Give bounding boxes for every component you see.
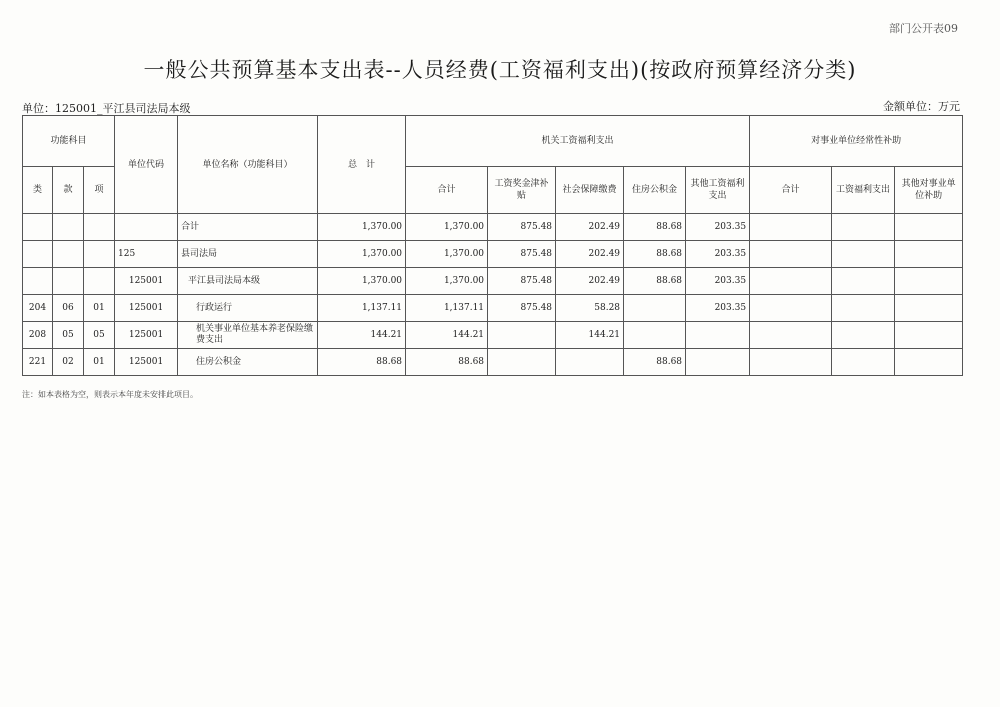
- table-row: [23, 349, 963, 376]
- page-title: 一般公共预算基本支出表--人员经费(工资福利支出)(按政府预算经济分类): [143, 58, 857, 82]
- xiang-cell: 05: [84, 322, 115, 349]
- xiang-cell: [84, 241, 115, 268]
- pub-wage-cell: [832, 349, 895, 376]
- gov-housing-fund-cell: 88.68: [624, 241, 686, 268]
- gov-social-security-cell: 144.21: [556, 322, 624, 349]
- unit-label: 单位：125001_平江县司法局本级: [22, 102, 191, 115]
- gov-wage-header: 工资奖金津补贴: [488, 167, 556, 214]
- lei-cell: [23, 268, 53, 295]
- gov-housing-fund-header: 住房公积金: [624, 167, 686, 214]
- gov-social-security-cell: [556, 349, 624, 376]
- gov-wage-cell: [488, 349, 556, 376]
- gov-wage-cell: [488, 322, 556, 349]
- gov-social-security-cell: 202.49: [556, 214, 624, 241]
- gov-other-cell: 203.35: [686, 268, 750, 295]
- total-header: 总 计: [318, 116, 406, 214]
- unit-code-header: 单位代码: [115, 116, 178, 214]
- pub-wage-header: 工资福利支出: [832, 167, 895, 214]
- pub-total-cell: [750, 214, 832, 241]
- pub-wage-cell: [832, 214, 895, 241]
- gov-total-cell: 144.21: [406, 322, 488, 349]
- unit-code-cell: 125001: [115, 322, 178, 349]
- table-row: [23, 322, 963, 349]
- lei-cell: [23, 214, 53, 241]
- gov-social-security-cell: 202.49: [556, 268, 624, 295]
- unit-name-cell: 县司法局: [178, 241, 318, 268]
- gov-total-header: 合计: [406, 167, 488, 214]
- pub-total-cell: [750, 295, 832, 322]
- table-row: [23, 241, 963, 268]
- gov-total-cell: 88.68: [406, 349, 488, 376]
- xiang-header: 项: [84, 167, 115, 214]
- gov-wage-cell: 875.48: [488, 241, 556, 268]
- table-row: [23, 214, 963, 241]
- kuan-header: 款: [53, 167, 84, 214]
- gov-housing-fund-cell: [624, 295, 686, 322]
- gov-other-cell: [686, 322, 750, 349]
- unit-name-cell: 机关事业单位基本养老保险缴费支出: [178, 322, 318, 349]
- unit-code-cell: 125001: [115, 349, 178, 376]
- table-row: [23, 295, 963, 322]
- func-subject-header: 功能科目: [23, 116, 115, 167]
- gov-social-security-cell: 202.49: [556, 241, 624, 268]
- total-cell: 1,370.00: [318, 214, 406, 241]
- kuan-cell: 05: [53, 322, 84, 349]
- kuan-cell: 02: [53, 349, 84, 376]
- unit-name-cell: 平江县司法局本级: [178, 268, 318, 295]
- public-subsidy-group-header: 对事业单位经常性补助: [750, 116, 963, 167]
- kuan-cell: [53, 268, 84, 295]
- pub-other-cell: [895, 349, 963, 376]
- xiang-cell: [84, 214, 115, 241]
- pub-wage-cell: [832, 241, 895, 268]
- gov-other-header: 其他工资福利支出: [686, 167, 750, 214]
- unit-code-cell: [115, 214, 178, 241]
- gov-housing-fund-cell: 88.68: [624, 214, 686, 241]
- xiang-cell: [84, 268, 115, 295]
- pub-other-cell: [895, 214, 963, 241]
- total-cell: 144.21: [318, 322, 406, 349]
- pub-total-cell: [750, 349, 832, 376]
- table-row: [23, 268, 963, 295]
- unit-code-cell: 125001: [115, 295, 178, 322]
- pub-total-cell: [750, 241, 832, 268]
- pub-wage-cell: [832, 295, 895, 322]
- amount-unit-label: 金额单位：万元: [883, 100, 960, 113]
- budget-table: [22, 115, 963, 376]
- pub-other-cell: [895, 295, 963, 322]
- kuan-cell: 06: [53, 295, 84, 322]
- gov-other-cell: 203.35: [686, 241, 750, 268]
- gov-other-cell: 203.35: [686, 295, 750, 322]
- pub-other-header: 其他对事业单位补助: [895, 167, 963, 214]
- pub-total-cell: [750, 322, 832, 349]
- kuan-cell: [53, 241, 84, 268]
- pub-other-cell: [895, 268, 963, 295]
- gov-other-cell: [686, 349, 750, 376]
- gov-housing-fund-cell: [624, 322, 686, 349]
- total-cell: 1,137.11: [318, 295, 406, 322]
- gov-wage-cell: 875.48: [488, 268, 556, 295]
- gov-housing-fund-cell: 88.68: [624, 268, 686, 295]
- gov-total-cell: 1,370.00: [406, 214, 488, 241]
- pub-other-cell: [895, 241, 963, 268]
- kuan-cell: [53, 214, 84, 241]
- lei-cell: 208: [23, 322, 53, 349]
- gov-total-cell: 1,370.00: [406, 268, 488, 295]
- pub-total-cell: [750, 268, 832, 295]
- gov-wage-group-header: 机关工资福利支出: [406, 116, 750, 167]
- unit-name-cell: 合计: [178, 214, 318, 241]
- gov-social-security-cell: 58.28: [556, 295, 624, 322]
- unit-code-cell: 125: [115, 241, 178, 268]
- lei-cell: [23, 241, 53, 268]
- pub-wage-cell: [832, 322, 895, 349]
- gov-total-cell: 1,137.11: [406, 295, 488, 322]
- total-cell: 1,370.00: [318, 241, 406, 268]
- form-number: 部门公开表09: [889, 22, 958, 35]
- lei-cell: 221: [23, 349, 53, 376]
- gov-social-security-header: 社会保障缴费: [556, 167, 624, 214]
- lei-header: 类: [23, 167, 53, 214]
- gov-other-cell: 203.35: [686, 214, 750, 241]
- pub-other-cell: [895, 322, 963, 349]
- xiang-cell: 01: [84, 349, 115, 376]
- lei-cell: 204: [23, 295, 53, 322]
- total-cell: 88.68: [318, 349, 406, 376]
- unit-name-cell: 行政运行: [178, 295, 318, 322]
- gov-wage-cell: 875.48: [488, 214, 556, 241]
- unit-name-cell: 住房公积金: [178, 349, 318, 376]
- pub-total-header: 合计: [750, 167, 832, 214]
- unit-code-cell: 125001: [115, 268, 178, 295]
- total-cell: 1,370.00: [318, 268, 406, 295]
- pub-wage-cell: [832, 268, 895, 295]
- gov-total-cell: 1,370.00: [406, 241, 488, 268]
- gov-housing-fund-cell: 88.68: [624, 349, 686, 376]
- xiang-cell: 01: [84, 295, 115, 322]
- footnote: 注：如本表格为空，则表示本年度未安排此项目。: [22, 390, 198, 399]
- gov-wage-cell: 875.48: [488, 295, 556, 322]
- unit-name-header: 单位名称（功能科目）: [178, 116, 318, 214]
